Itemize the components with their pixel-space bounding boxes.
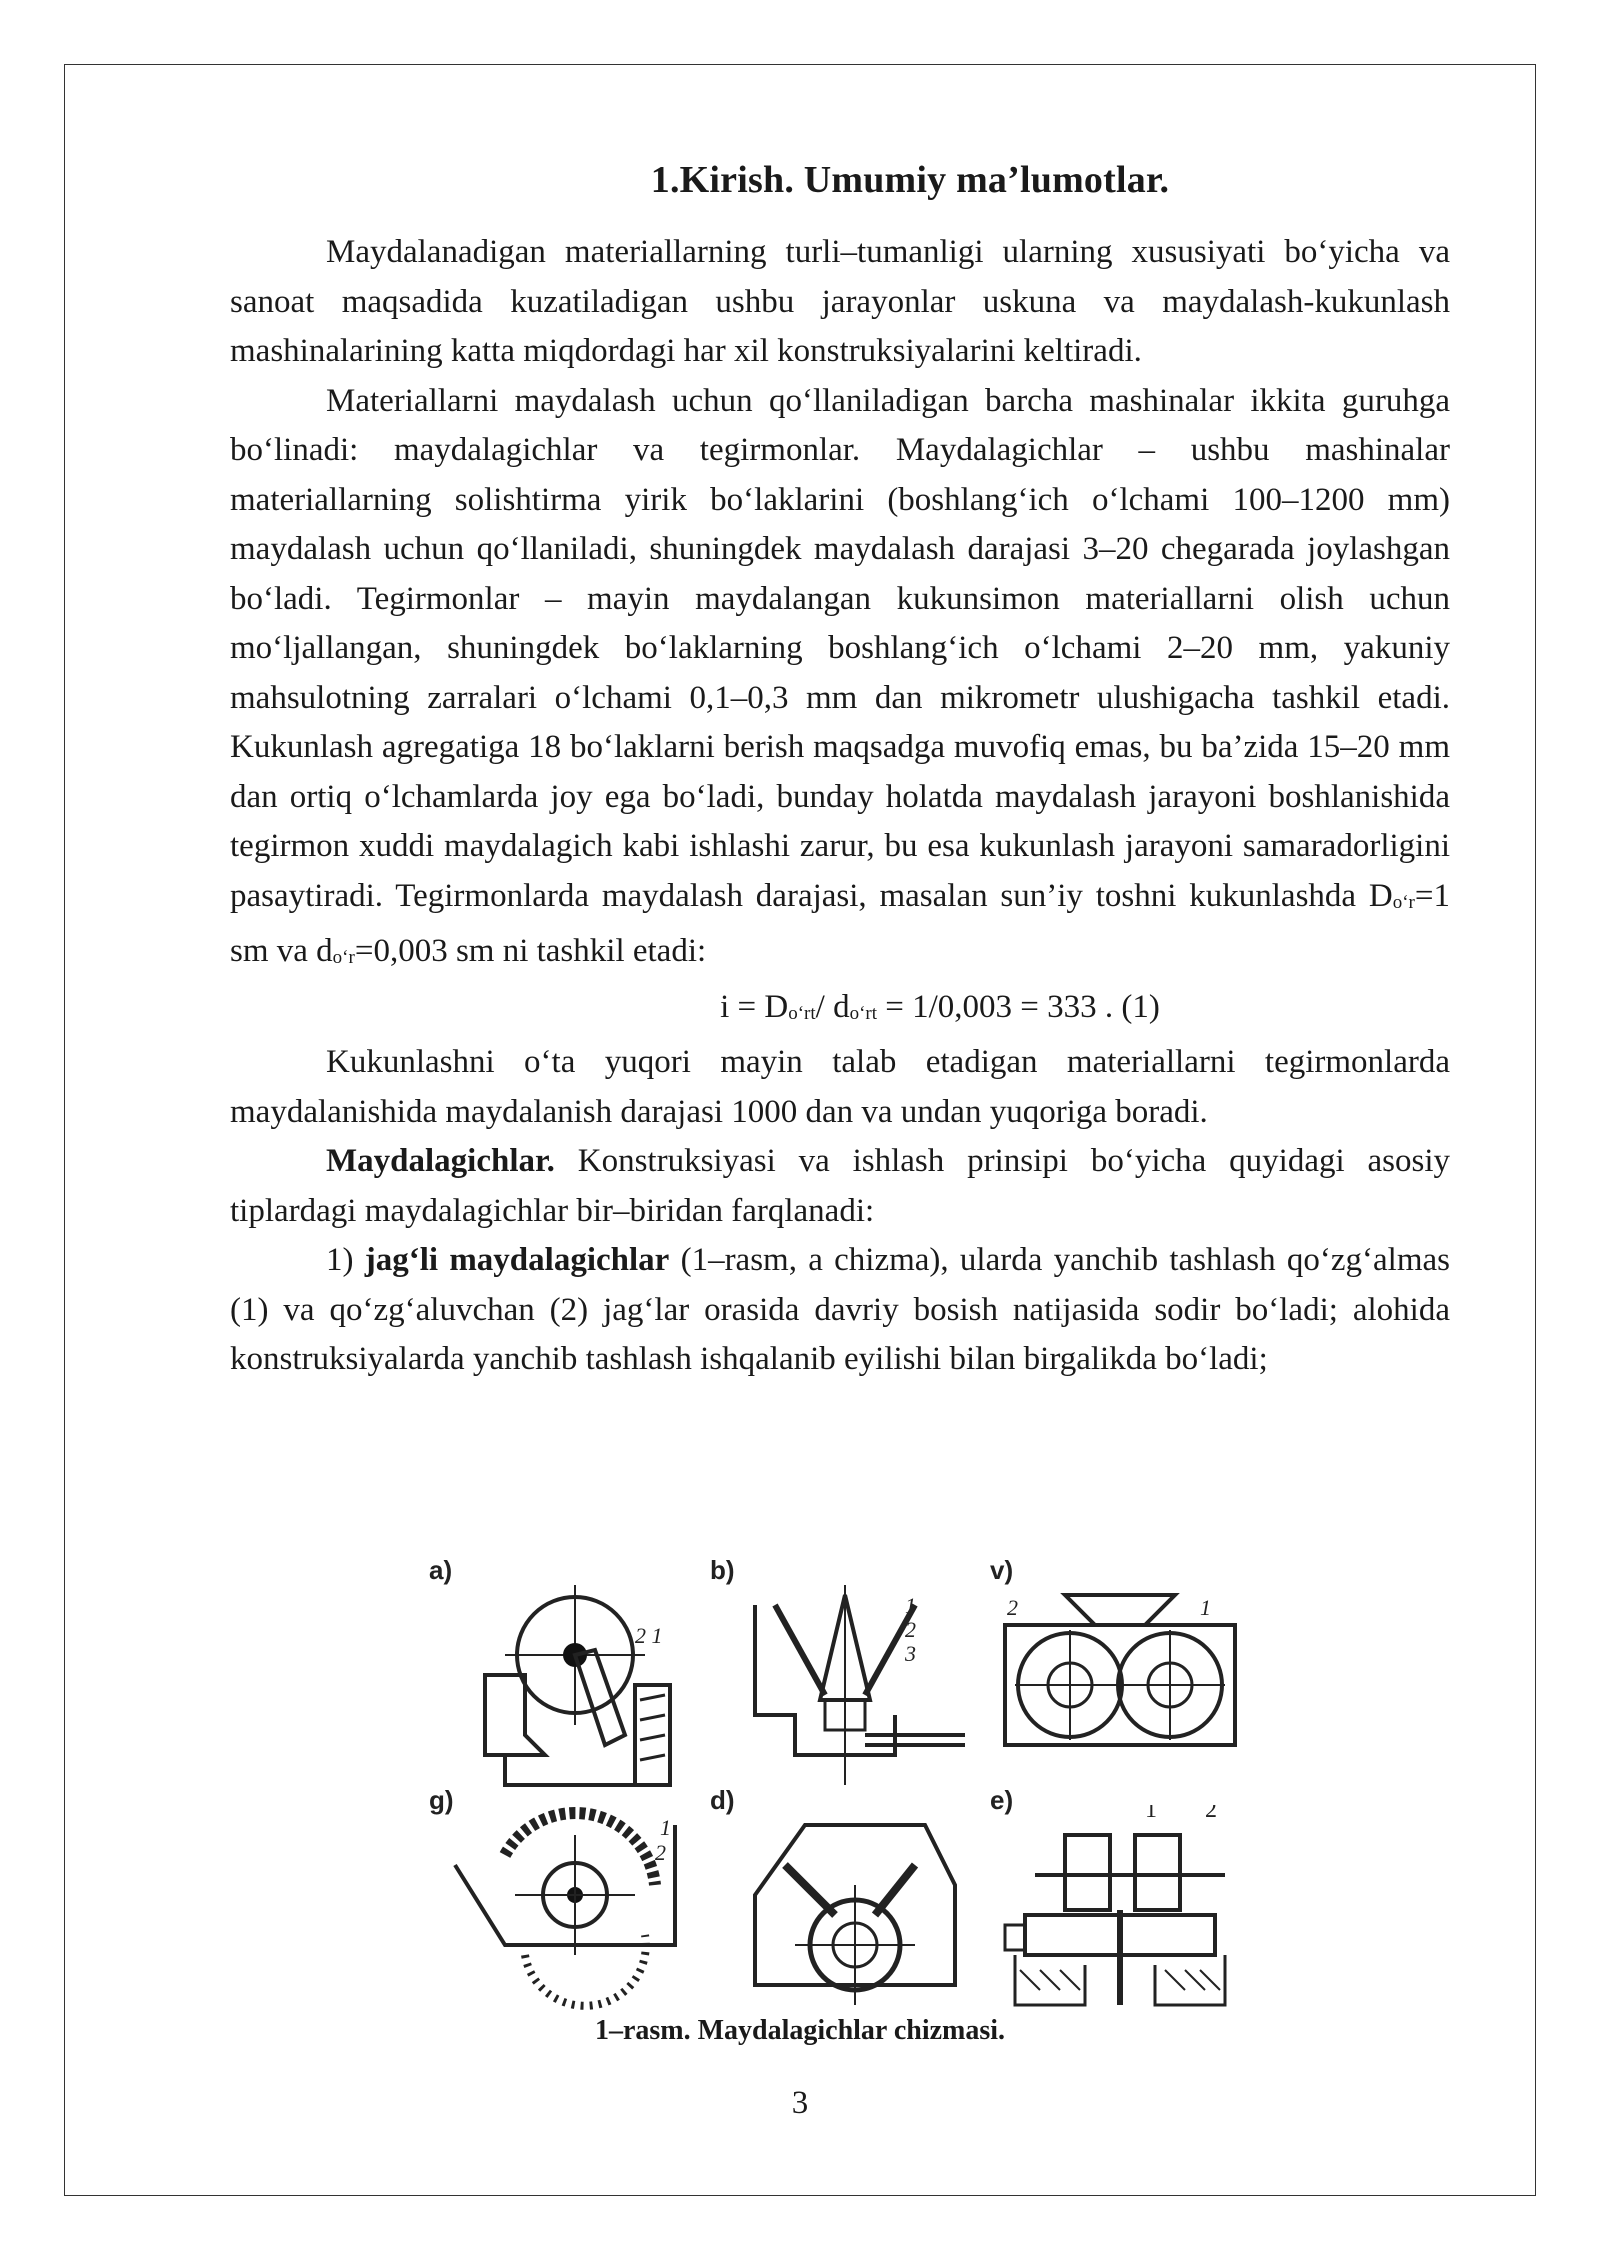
formula-part-c: = 1/0,003 = 333 . (1): [877, 988, 1160, 1025]
label-g-2: 2: [655, 1840, 666, 1865]
formula-part-b: / d: [815, 988, 850, 1025]
label-e-1: 1: [1145, 1805, 1157, 1823]
diagram-cone-crusher: [735, 1585, 985, 1795]
diagram-impact-crusher: [725, 1805, 975, 2015]
paragraph-1: Maydalanadigan materiallarning turli–tumanligi ularning xususiyati bo‘yicha va sanoat maqsadida kuzatiladigan ushbu jarayonlar uskuna va maydalash-kukunlash mashinalarining katta miqdordagi har xil konstruksiyalarini keltiradi.: [230, 234, 1450, 369]
diagram-roll-crusher: [995, 1585, 1245, 1795]
section-title: 1.Kirish. Umumiy ma’lumotlar.: [650, 159, 1170, 201]
panel-label-v: v): [990, 1555, 1014, 1585]
paragraph-5-term: jag‘li maydalagichlar: [364, 1242, 670, 1278]
formula-part-a: i = D: [720, 988, 789, 1025]
label-v-1: 1: [1200, 1595, 1211, 1620]
paragraph-2-end: =0,003 sm ni tashkil etadi:: [354, 933, 707, 969]
label-v-2: 2: [1007, 1595, 1018, 1620]
label-b-2: 2: [905, 1617, 916, 1642]
paragraph-2-mid: =1 sm va d: [230, 877, 1450, 969]
panel-label-e: e): [990, 1785, 1014, 1815]
label-g-1: 1: [660, 1815, 671, 1840]
crusher-figure: [425, 1555, 1245, 2005]
formula-sub-1: o‘rt: [788, 1002, 816, 1024]
formula-sub-2: o‘rt: [849, 1002, 878, 1024]
panel-label-a: a): [429, 1555, 453, 1585]
diagram-runner-mill: [995, 1805, 1245, 2015]
diagram-jaw-crusher: [465, 1585, 715, 1795]
label-b-1: 1: [905, 1593, 916, 1618]
subscript-or-2: o‘r: [332, 947, 355, 968]
paragraph-4: [230, 1137, 1450, 1236]
paragraph-3: Kukunlashni o‘ta yuqori mayin talab etadigan materiallarni tegirmonlarda maydalanishida maydalanish darajasi 1000 dan va undan yuqoriga boradi.: [230, 1044, 1450, 1130]
label-e-2: 2: [1205, 1805, 1217, 1823]
paragraph-4-text: Konstruksiyasi va ishlash prinsipi bo‘yicha quyidagi asosiy tiplardagi maydalagichlar bir–biridan farqlanadi:: [230, 1143, 1450, 1229]
paragraph-4-heading: Maydalagichlar.: [326, 1143, 555, 1179]
paragraph-2-text: Materiallarni maydalash uchun qo‘llaniladigan barcha mashinalar ikkita guruhga bo‘linadi: maydalagichlar va tegirmonlar. Maydalagichlar – ushbu mashinalar materiallarning solishtirma yirik bo‘laklarini (boshlang‘ich o‘lchami 100–1200 mm) maydalash uchun qo‘llaniladi, shuningdek maydalash darajasi 3–20 chegarada joylashgan bo‘ladi. Tegirmonlar – mayin maydalangan kukunsimon materiallarni olish uchun mo‘ljallangan, shuningdek bo‘laklarning boshlang‘ich o‘lchami 2–20 mm, yakuniy mahsulotning zarralari o‘lchami 0,1–0,3 mm dan mikrometr ulushigacha tashkil etadi. Kukunlash agregatiga 18 bo‘laklarni berish maqsadga muvofiq emas, bu ba’zida 15–20 mm dan ortiq o‘lchamlarda joy ega bo‘ladi, bunday holatda maydalash jarayoni boshlanishida tegirmon xuddi maydalagich kabi ishlashi zarur, bu esa kukunlash jarayoni samaradorligini pasaytiradi. Tegirmonlarda maydalash darajasi, masalan sun’iy toshni kukunlashda D: [230, 382, 1450, 914]
page-number: 3: [791, 2085, 809, 2121]
panel-label-d: d): [710, 1785, 735, 1815]
diagram-hammer-crusher: [445, 1805, 695, 2015]
figure-caption: 1–rasm. Maydalagichlar chizmasi.: [594, 2015, 1006, 2046]
formula-1: [230, 983, 1450, 1039]
panel-label-g: g): [429, 1785, 454, 1815]
label-b-3: 3: [905, 1641, 916, 1666]
subscript-or: o‘r: [1392, 891, 1415, 913]
paragraph-5: [230, 1236, 1450, 1385]
panel-label-b: b): [710, 1555, 735, 1585]
paragraph-2: [230, 377, 1450, 983]
list-number: 1): [326, 1242, 365, 1278]
label-a-numbers: 2 1: [635, 1623, 663, 1648]
paragraph-5-text: (1–rasm, a chizma), ularda yanchib tashlash qo‘zg‘almas (1) va qo‘zg‘aluvchan (2) jag‘lar orasida davriy bosish natijasida sodir bo‘ladi; alohida konstruksiyalarda yanchib tashlash ishqalanib eyilishi bilan birgalikda bo‘ladi;: [230, 1242, 1450, 1377]
document-body: [230, 150, 1450, 1385]
